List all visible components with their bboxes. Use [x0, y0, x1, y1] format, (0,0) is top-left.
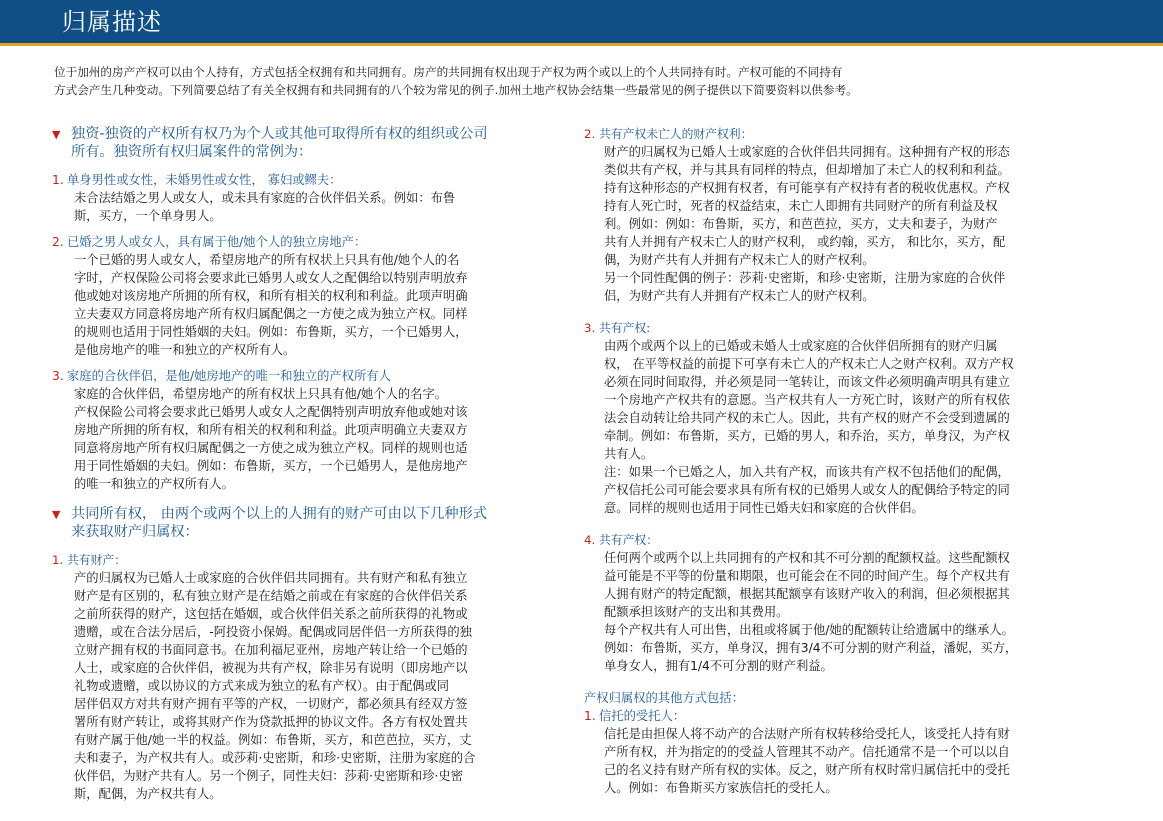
item-title — [584, 319, 1124, 337]
body-line: 每个产权共有人可出售，出租或将属于他/她的配额转让给遗属中的继承人。 — [604, 623, 1014, 637]
body-line: 偶，为财产共有人并拥有产权未亡人的财产权利。 — [604, 253, 875, 267]
body-line: 斯，配偶，为产权共有人。 — [74, 787, 222, 801]
section-title-line: 共同所有权， 由两个或两个以上的人拥有的财产可由以下几种形式 — [71, 506, 487, 522]
item-title-text: 家庭的合伙伴侣，是他/她房地产的唯一和独立的产权所有人 — [67, 369, 391, 383]
body-line: 己的名义持有财产所有权的实体。反之，财产所有权时常归属信托中的受托 — [604, 763, 1010, 777]
body-line: 的唯一和独立的产权所有人。 — [74, 477, 234, 491]
body-line: 财产的归属权为已婚人士或家庭的合伙伴侣共同拥有。这种拥有产权的形态 — [604, 145, 1010, 159]
other-methods-title: 产权归属权的其他方式包括： — [584, 691, 744, 705]
item-number: 4. — [584, 533, 596, 547]
body-line: 产的归属权为已婚人士或家庭的合伙伴侣共同拥有。共有财产和私有独立 — [74, 571, 468, 585]
body-line: 法会自动转让给共同产权的未亡人。因此，共有产权的财产不会受到遗属的 — [604, 411, 1010, 425]
body-line: 持有人死亡时，死者的权益结束，未亡人即拥有共同财产的所有利益及权 — [604, 199, 998, 213]
list-item — [584, 319, 1124, 517]
item-body — [584, 549, 1124, 675]
body-line: 斯，买方，一个单身男人。 — [74, 209, 222, 223]
item-title-text: 信托的受托人： — [599, 709, 686, 723]
triangle-down-icon: ▼ — [52, 128, 61, 141]
item-title — [584, 531, 1124, 549]
item-title-text: 共有产权： — [599, 533, 658, 547]
item-body — [52, 251, 582, 359]
item-title — [584, 707, 1124, 725]
body-line: 共有人。 — [604, 447, 654, 461]
item-body — [584, 725, 1124, 797]
body-line: 遗赠，或在合法分居后，-阿投资小保姆。配偶或同居伴侣一方所获得的独 — [74, 625, 472, 639]
list-item — [52, 171, 582, 225]
body-line: 同意将房地产所有权归属配偶之一方使之成为独立产权。同样的规则也适 — [74, 441, 468, 455]
item-number: 3. — [52, 369, 64, 383]
body-line: 字时，产权保险公司将会要求此已婚男人或女人之配偶给以特别声明放弃 — [74, 271, 468, 285]
section-sole-ownership — [52, 125, 582, 161]
body-line: 类似共有产权，并与其具有同样的特点，但却增加了未亡人的权利和利益。 — [604, 163, 1010, 177]
body-line: 必须在同时间取得，并必须是同一笔转让，而该文件必须明确声明具有建立 — [604, 375, 1010, 389]
body-line: 持有这种形态的产权拥有权者，有可能享有产权持有者的税收优惠权。产权 — [604, 181, 1010, 195]
item-number: 2. — [52, 235, 64, 249]
item-title — [52, 367, 582, 385]
body-line: 权， 在平等权益的前提下可享有未亡人的产权未亡人之财产权利。双方产权 — [604, 357, 1014, 371]
body-line: 单身女人，拥有1/4不可分割的财产利益。 — [604, 659, 833, 673]
body-line: 意。同样的规则也适用于同性已婚夫妇和家庭的合伙伴侣。 — [604, 501, 924, 515]
body-line: 财产是有区别的，私有独立财产是在结婚之前或在有家庭的合伙伴侣关系 — [74, 589, 468, 603]
intro-line: 方式会产生几种变动。下列简要总结了有关全权拥有和共同拥有的八个较为常见的例子.加州土地产权协会结集一些最常见的例子提供以下简要资料以供参考。 — [54, 83, 858, 97]
left-column — [52, 125, 582, 803]
item-body — [52, 189, 582, 225]
body-line: 共有人并拥有产权未亡人的财产权利， 或约翰，买方， 和比尔，买方，配 — [604, 235, 1006, 249]
body-line: 夫和妻子，为产权共有人。或莎莉·史密斯，和珍·史密斯，注册为家庭的合 — [74, 751, 476, 765]
body-line: 产权信托公司可能会要求具有所有权的已婚男人或女人的配偶给予特定的同 — [604, 483, 1010, 497]
body-line: 利。例如：例如：布鲁斯，买方，和芭芭拉，买方，丈夫和妻子，为财产 — [604, 217, 998, 231]
body-line: 之前所获得的财产，这包括在婚姻，或合伙伴侣关系之前所获得的礼物或 — [74, 607, 468, 621]
body-line: 由两个或两个以上的已婚或未婚人士或家庭的合伙伴侣所拥有的财产归属 — [604, 339, 998, 353]
body-line: 侣，为财产共有人并拥有产权未亡人的财产权利。 — [604, 289, 875, 303]
body-line: 立夫妻双方同意将房地产所有权归属配偶之一方使之成为独立产权。同样 — [74, 307, 468, 321]
body-line: 有财产属于他/她一半的权益。例如：布鲁斯，买方，和芭芭拉，买方，丈 — [74, 733, 472, 747]
section-title-line: 所有。独资所有权归属案件的常例为： — [71, 144, 313, 160]
item-title — [52, 233, 582, 251]
item-number: 1. — [52, 553, 64, 567]
body-line: 配额承担该财产的支出和其费用。 — [604, 605, 789, 619]
body-line: 房地产所拥的所有权，和所有相关的权利和利益。此项声明确立夫妻双方 — [74, 423, 468, 437]
item-title-text: 共有产权: — [599, 321, 651, 335]
body-line: 未合法结婚之男人或女人，或未具有家庭的合伙伴侣关系。例如：布鲁 — [74, 191, 456, 205]
body-line: 一个房地产产权共有的意愿。当产权共有人一方死亡时，该财产的所有权依 — [604, 393, 1010, 407]
list-item — [584, 531, 1124, 675]
body-line: 产所有权，并为指定的的受益人管理其不动产。信托通常不是一个可以以自 — [604, 745, 1010, 759]
body-line: 用于同性婚姻的夫妇。例如：布鲁斯，买方，一个已婚男人，是他房地产 — [74, 459, 468, 473]
body-line: 信托是由担保人将不动产的合法财产所有权转移给受托人，该受托人持有财 — [604, 727, 1010, 741]
body-line: 牵制。例如：布鲁斯，买方，已婚的男人，和乔治，买方，单身汉，为产权 — [604, 429, 1010, 443]
intro-paragraph — [54, 63, 1114, 99]
body-line: 署所有财产转让，或将其财产作为贷款抵押的协议文件。各方有权处置共 — [74, 715, 468, 729]
body-line: 礼物或遗赠，或以协议的方式来成为独立的私有产权）。由于配偶或同 — [74, 679, 450, 693]
list-item — [584, 125, 1124, 305]
item-title-text: 单身男性或女性，未婚男性或女性， 寡妇或鳏夫： — [67, 173, 342, 187]
section-title-line: 来获取财产归属权： — [71, 524, 199, 540]
item-number: 1. — [52, 173, 64, 187]
item-body — [584, 337, 1124, 517]
header-bar — [0, 0, 1163, 46]
body-line: 产权保险公司将会要求此已婚男人或女人之配偶特别声明放弃他或她对该 — [74, 405, 468, 419]
item-title-text: 已婚之男人或女人，具有属于他/她个人的独立房地产： — [67, 235, 367, 249]
body-line: 一个已婚的男人或女人，希望房地产的所有权状上只具有他/她个人的名 — [74, 253, 460, 267]
body-line: 居伴侣双方对共有财产拥有平等的产权，一切财产，都必须具有经双方签 — [74, 697, 468, 711]
item-body — [52, 569, 582, 803]
list-item — [52, 233, 582, 359]
item-title-text: 共有产权未亡人的财产权利： — [599, 127, 753, 141]
section-joint-ownership — [52, 505, 582, 541]
body-line: 是他房地产的唯一和独立的产权所有人。 — [74, 343, 296, 357]
item-body — [52, 385, 582, 493]
body-line: 例如：布鲁斯，买方，单身汉，拥有3/4不可分割的财产利益，潘妮，买方， — [604, 641, 1018, 655]
body-line: 益可能是不平等的份量和期限，也可能会在不同的时间产生。每个产权共有 — [604, 569, 1010, 583]
body-line: 家庭的合伙伴侣，希望房地产的所有权状上只具有他/她个人的名字。 — [74, 387, 448, 401]
item-title — [52, 551, 582, 569]
item-title — [584, 125, 1124, 143]
item-number: 1. — [584, 709, 596, 723]
page-title: 归属描述 — [62, 8, 162, 36]
body-line: 另一个同性配偶的例子：莎莉·史密斯，和珍·史密斯，注册为家庭的合伙伴 — [604, 271, 1006, 285]
body-line: 人拥有财产的特定配额，根据其配额享有该财产收入的利润，但必须根据其 — [604, 587, 1010, 601]
item-title — [52, 171, 582, 189]
body-line: 任何两个或两个以上共同拥有的产权和其不可分割的配额权益。这些配额权 — [604, 551, 1010, 565]
body-line: 人士，或家庭的合伙伴侣，被视为共有产权，除非另有说明（即房地产以 — [74, 661, 468, 675]
item-number: 2. — [584, 127, 596, 141]
list-item — [52, 367, 582, 493]
body-line: 伙伴侣，为财产共有人。另一个例子，同性夫妇：莎莉·史密斯和珍·史密 — [74, 769, 464, 783]
section-title-line: 独资-独资的产权所有权乃为个人或其他可取得所有权的组织或公司 — [71, 126, 488, 142]
item-title-text: 共有财产： — [67, 553, 126, 567]
item-number: 3. — [584, 321, 596, 335]
body-line: 的规则也适用于同性婚姻的夫妇。例如：布鲁斯，买方，一个已婚男人， — [74, 325, 468, 339]
triangle-down-icon: ▼ — [52, 508, 61, 521]
item-body — [584, 143, 1124, 305]
list-item — [52, 551, 582, 803]
body-line: 他或她对该房地产所拥的所有权，和所有相关的权利和利益。此项声明确 — [74, 289, 468, 303]
body-line: 立财产拥有权的书面同意书。在加利福尼亚州，房地产转让给一个已婚的 — [74, 643, 468, 657]
body-line: 注：如果一个已婚之人，加入共有产权，而该共有产权不包括他们的配偶， — [604, 465, 1010, 479]
body-line: 人。例如：布鲁斯买方家族信托的受托人。 — [604, 781, 838, 795]
right-column — [584, 125, 1124, 797]
intro-line: 位于加州的房产产权可以由个人持有，方式包括全权拥有和共同拥有。房产的共同拥有权出现于产权为两个或以上的个人共同持有时。产权可能的不同持有 — [54, 65, 843, 79]
